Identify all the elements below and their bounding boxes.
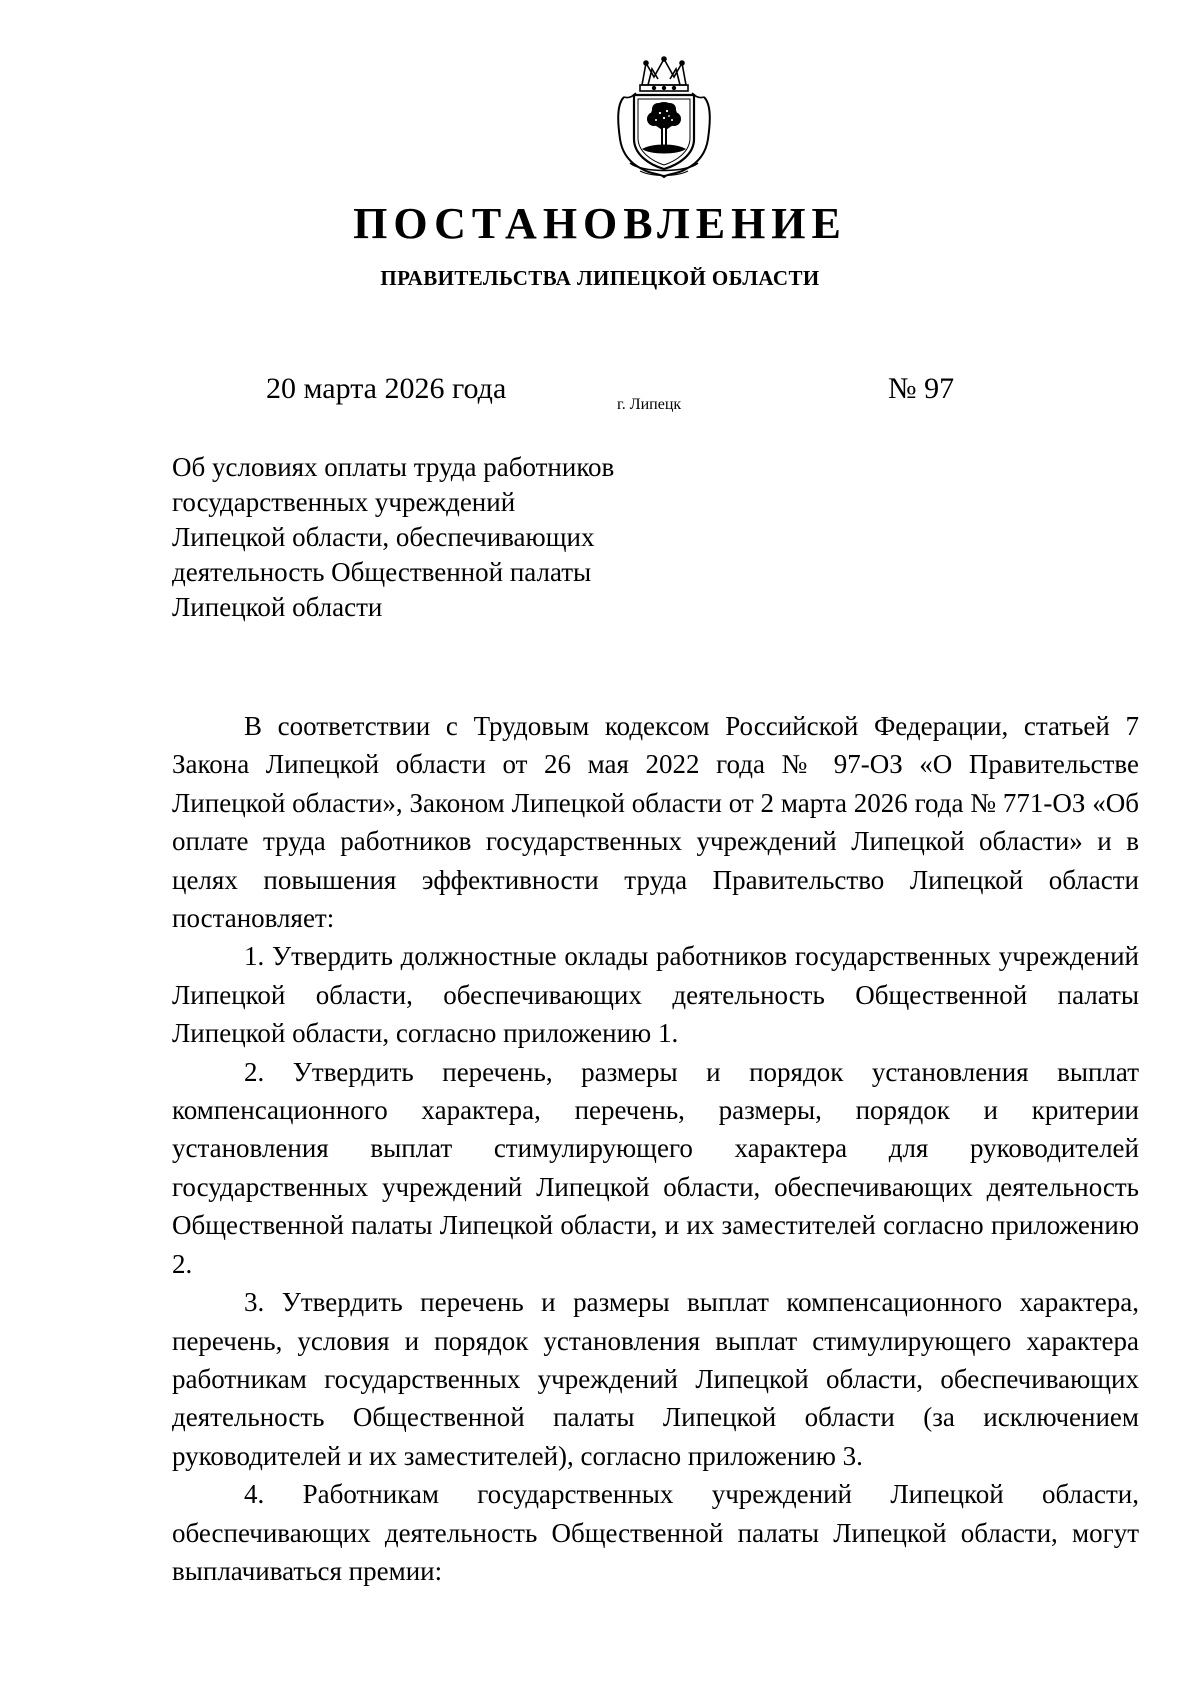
coat-of-arms-icon [612,55,716,180]
preamble-paragraph: В соответствии с Трудовым кодексом Российской Федерации, статьей 7 Закона Липецкой области от 26 мая 2022 года № 97-ОЗ «О Правительстве Липецкой области», Законом Липецкой области от 2 марта 2026 года № 771-ОЗ «Об оплате труда работников государственных учреждений Липецкой области» и в целях повышения эффективности труда Правительство Липецкой области постановляет: [172,711,1139,934]
document-city: г. Липецк [617,396,682,413]
document-body [172,707,1139,1590]
heading-line: деятельность Общественной палаты [172,557,592,587]
document-subtitle: ПРАВИТЕЛЬСТВА ЛИПЕЦКОЙ ОБЛАСТИ [380,266,820,290]
document-number: № 97 [888,372,955,405]
document-date: 20 марта 2026 года [266,372,507,405]
clause-4-paragraph: 4. Работникам государственных учреждений Липецкой области, обеспечивающих деятельность Общественной палаты Липецкой области, могут выплачиваться премии: [172,1479,1139,1586]
heading-line: государственных учреждений [172,487,516,517]
clause-3-paragraph: 3. Утвердить перечень и размеры выплат компенсационного характера, перечень, условия и порядок установления выплат стимулирующего характера работникам государственных учреждений Липецкой области, обеспечивающих деятельность Общественной палаты Липецкой области (за исключением руководителей и их заместителей), согласно приложению 3. [172,1287,1139,1471]
clause-2-paragraph: 2. Утвердить перечень, размеры и порядок установления выплат компенсационного характера, перечень, размеры, порядок и критерии установления выплат стимулирующего характера для руководителей государственных учреждений Липецкой области, обеспечивающих деятельность Общественной палаты Липецкой области, и их заместителей согласно приложению 2. [172,1056,1139,1279]
clause-1-paragraph: 1. Утвердить должностные оклады работников государственных учреждений Липецкой области, обеспечивающих деятельность Общественной палаты Липецкой области, согласно приложению 1. [172,941,1139,1049]
heading-line: Липецкой области [172,592,383,622]
document-title: ПОСТАНОВЛЕНИЕ [353,199,847,248]
heading-line: Об условиях оплаты труда работников [172,452,615,482]
heading-line: Липецкой области, обеспечивающих [172,522,595,552]
document-heading [172,450,732,625]
